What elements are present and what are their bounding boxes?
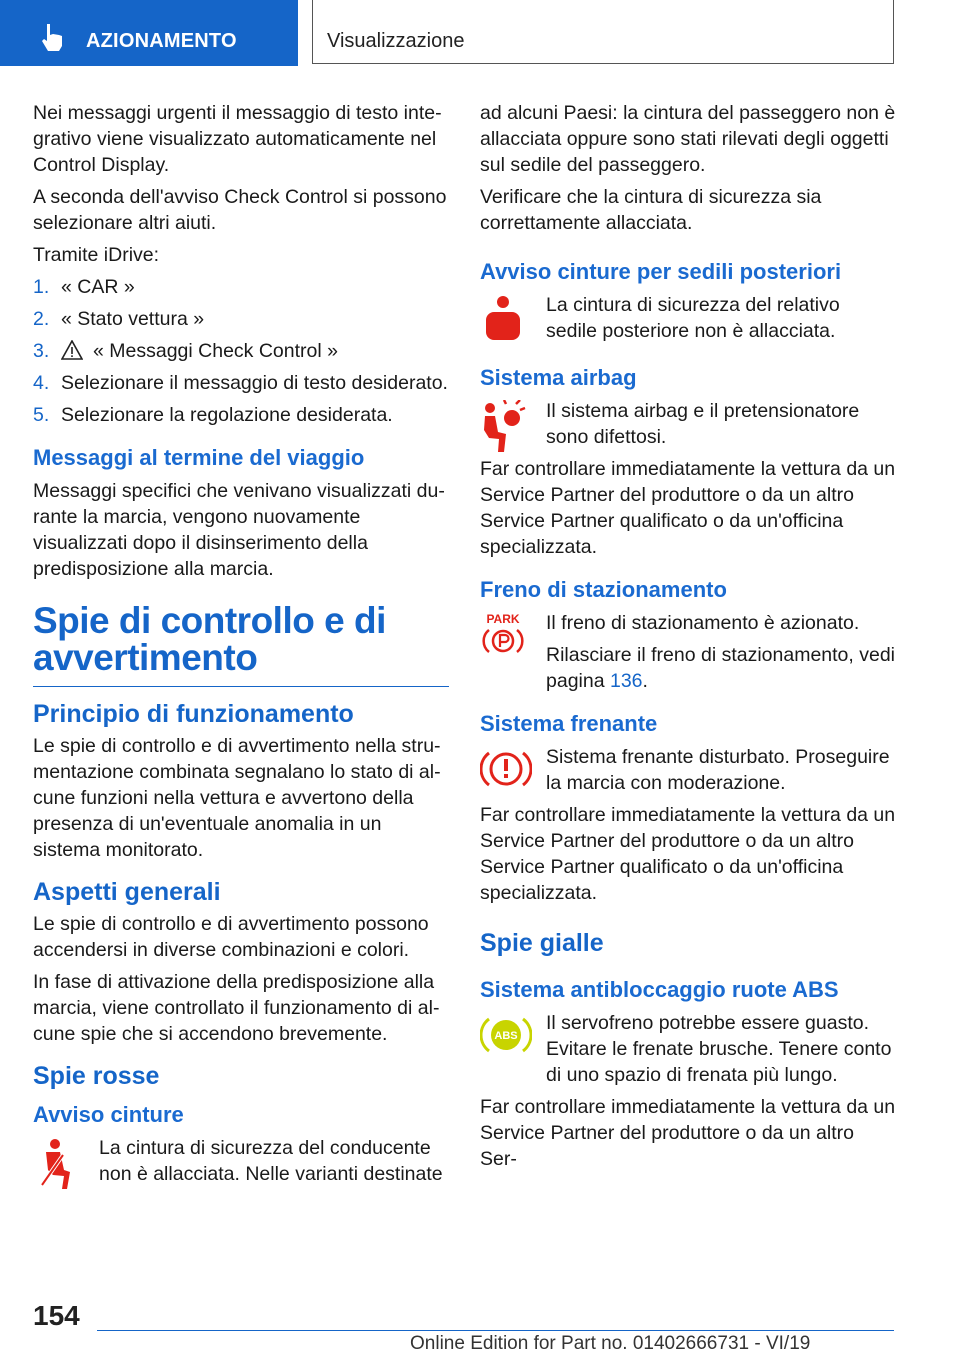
step-number: 1. [33,276,50,298]
warning-entry [480,744,896,906]
paragraph: Messaggi specifici che venivano visualizzati durante la marcia, vengono nuovamente visualizzati dopo il disinserimento della predisposizione alla marcia. [33,480,445,580]
warning-entry [480,398,896,560]
paragraph: Sistema frenante disturbato. Proseguire la marcia con moderazione. [546,746,890,794]
abs-icon [480,1012,532,1058]
paragraph: La cintura di sicurezza del conducente non è allacciata. Nelle varianti destinate [99,1137,443,1185]
paragraph: Il freno di stazionamento è azionato. [546,612,860,634]
paragraph [546,642,896,694]
step-number: 5. [33,404,50,426]
warning-entry [33,1135,449,1191]
hand-pointer-icon [40,22,66,52]
edition-footer: Online Edition for Part no. 01402666731 - VI/19 [410,1333,811,1354]
list-item [33,274,449,300]
parking-brake-icon [480,612,526,656]
paragraph: Il sistema airbag e il pretensionatore sono difettosi. [546,400,860,448]
list-item [33,370,449,396]
section-title: AZIONAMENTO [86,30,237,52]
paragraph: Le spie di controllo e di avvertimento possono accendersi in diverse combinazioni e colori. [33,913,429,961]
chapter-header [312,0,894,64]
step-number: 4. [33,372,50,394]
step-text: « CAR » [61,276,135,298]
paragraph: Tramite iDrive: [33,244,160,266]
paragraph: ad alcuni Paesi: la cintura del passeggero non è allacciata oppure sono stati rilevati degli oggetti sul sedile del passeggero. [480,102,896,176]
left-column [33,100,449,1191]
section-heading: Messaggi al termine del viaggio [33,445,365,470]
chapter-title: Visualizzazione [327,30,465,52]
step-number: 2. [33,308,50,330]
step-text: « Messaggi Check Control » [93,340,338,362]
step-text: Selezionare il messaggio di testo desiderato. [61,372,448,394]
paragraph: Il servofreno potrebbe essere guasto. Evitare le frenate brusche. Tenere conto di uno spazio di frenata più lungo. [546,1012,892,1086]
list-item [33,338,449,364]
warning-entry [480,292,896,348]
seatbelt-warning-icon [33,1137,77,1191]
footer-divider [97,1330,894,1331]
right-column [480,100,896,1178]
section-heading: Spie gialle [480,929,604,957]
subsection-heading: Avviso cinture [33,1102,184,1127]
subsection-heading: Sistema airbag [480,365,637,390]
text: Rilasciare il freno di stazionamento, vedi pagina [546,644,896,692]
list-item [33,402,449,428]
paragraph: Far controllare immediatamente la vettura da un Service Partner del produttore o da un altro Service Partner qualificato o da un'officina specializzata. [480,458,896,558]
section-heading: Principio di funzionamento [33,700,354,728]
paragraph: Far controllare immediatamente la vettura da un Service Partner del produttore o da un altro Service Partner qualificato o da un'officina specializzata. [480,804,896,904]
paragraph: La cintura di sicurezza del relativo sedile posteriore non è allacciata. [546,294,840,342]
chapter-heading: Spie di controllo e di avvertimento [33,602,449,687]
paragraph: Far controllare immediatamente la vettura da un Service Partner del produttore o da un altro Ser‐ [480,1096,896,1170]
airbag-icon [480,400,526,454]
park-label: PARK [486,612,520,626]
steps-list [33,274,449,428]
warning-triangle-icon [61,340,83,360]
paragraph: A seconda dell'avviso Check Control si possono selezionare altri aiuti. [33,186,447,234]
step-number: 3. [33,340,50,362]
paragraph: Verificare che la cintura di sicurezza sia correttamente allacciata. [480,186,822,234]
section-heading: Aspetti generali [33,878,221,906]
page-link[interactable]: 136 [609,670,643,692]
step-text: « Stato vettura » [61,308,205,330]
paragraph: Nei messaggi urgenti il messaggio di testo integrativo viene visualizzato automaticamente nel Control Display. [33,102,442,176]
subsection-heading: Sistema frenante [480,711,658,736]
section-heading: Spie rosse [33,1062,160,1090]
abs-label: ABS [494,1030,518,1042]
rear-seatbelt-icon [480,294,526,344]
page-number: 154 [33,1300,80,1331]
subsection-heading: Freno di stazionamento [480,577,727,602]
text: . [642,670,648,692]
warning-entry [480,610,896,694]
paragraph: Le spie di controllo e di avvertimento nella strumentazione combinata segnalano lo stato di alcune funzioni nella vettura e avvertono della presenza di un'eventuale anomalia in un sistema monitorato. [33,735,441,861]
paragraph: In fase di attivazione della predisposizione alla marcia, viene controllato il funzionamento di alcune spie che si accendono brevemente. [33,971,440,1045]
section-tab[interactable] [0,0,298,66]
brake-system-icon [480,746,532,792]
subsection-heading: Sistema antibloccaggio ruote ABS [480,977,839,1002]
subsection-heading: Avviso cinture per sedili posteriori [480,259,842,284]
step-text: Selezionare la regolazione desiderata. [61,404,393,426]
warning-entry [480,1010,896,1088]
list-item [33,306,449,332]
